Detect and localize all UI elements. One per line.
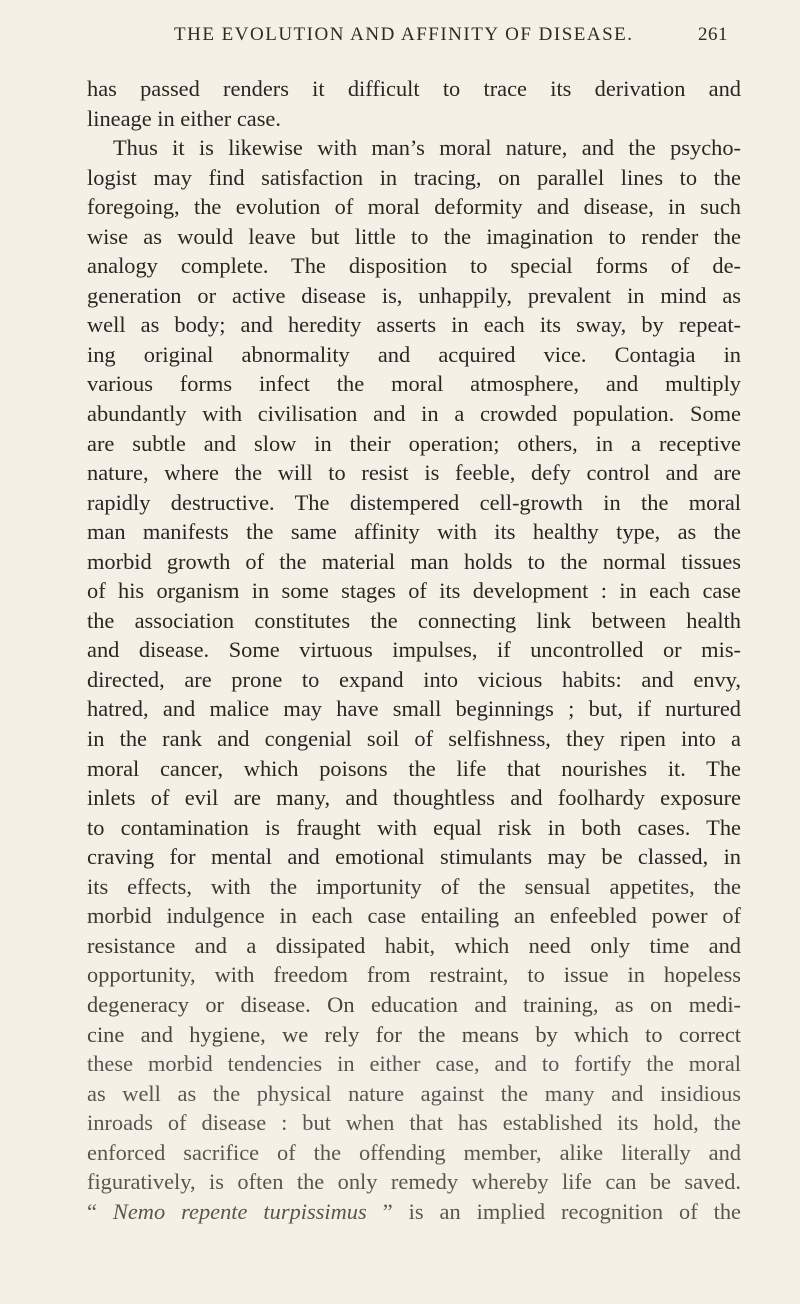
text-line: morbid indulgence in each case entailing an enfeebled power of xyxy=(87,903,741,929)
text-line: these morbid tendencies in either case, and to fortify the moral xyxy=(87,1051,741,1077)
text-line: degeneracy or disease. On education and training, as on medi- xyxy=(87,991,741,1017)
text-line: in the rank and congenial soil of selfishness, they ripen into a xyxy=(87,726,741,752)
text-line: craving for mental and emotional stimulants may be classed, in xyxy=(87,844,741,870)
text-line: are subtle and slow in their operation; others, in a receptive xyxy=(87,430,741,456)
text-line: “ Nemo repente turpissimus ” is an implied recognition of the xyxy=(87,1198,741,1224)
text-line: as well as the physical nature against the many and insidious xyxy=(87,1080,741,1106)
text-line: morbid growth of the material man holds to the normal tissues xyxy=(87,548,741,574)
text-line: abundantly with civilisation and in a crowded population. Some xyxy=(87,401,741,427)
text-line: well as body; and heredity asserts in each its sway, by repeat- xyxy=(87,312,741,338)
text-line: man manifests the same affinity with its healthy type, as the xyxy=(87,519,741,545)
text-line: the association constitutes the connecting link between health xyxy=(87,607,741,633)
text-line: enforced sacrifice of the offending member, alike literally and xyxy=(87,1139,741,1165)
text-line: rapidly destructive. The distempered cell-growth in the moral xyxy=(87,489,741,515)
text-line: opportunity, with freedom from restraint, to issue in hopeless xyxy=(87,962,741,988)
text-line: wise as would leave but little to the imagination to render the xyxy=(87,223,741,249)
text-line: moral cancer, which poisons the life that nourishes it. The xyxy=(87,755,741,781)
text-line: inlets of evil are many, and thoughtless and foolhardy exposure xyxy=(87,785,741,811)
text-line: inroads of disease : but when that has established its hold, the xyxy=(87,1110,741,1136)
page-number: 261 xyxy=(698,24,728,45)
text-line: figuratively, is often the only remedy whereby life can be saved. xyxy=(87,1169,741,1195)
text-line: directed, are prone to expand into vicious habits: and envy, xyxy=(87,666,741,692)
running-head-title: THE EVOLUTION AND AFFINITY OF DISEASE. xyxy=(174,24,634,45)
text-line: of his organism in some stages of its development : in each case xyxy=(87,578,741,604)
text-line: to contamination is fraught with equal risk in both cases. The xyxy=(87,814,741,840)
text-line: ing original abnormality and acquired vice. Contagia in xyxy=(87,341,741,367)
text-line: nature, where the will to resist is feeble, defy control and are xyxy=(87,460,741,486)
text-line: logist may find satisfaction in tracing, on parallel lines to the xyxy=(87,164,741,190)
text-line: lineage in either case. xyxy=(87,105,281,131)
text-line: generation or active disease is, unhappily, prevalent in mind as xyxy=(87,282,741,308)
text-line: foregoing, the evolution of moral deformity and disease, in such xyxy=(87,194,741,220)
text-line: analogy complete. The disposition to special forms of de- xyxy=(87,253,741,279)
text-line: cine and hygiene, we rely for the means by which to correct xyxy=(87,1021,741,1047)
latin-phrase: Nemo repente turpissimus xyxy=(112,1198,367,1224)
text-line: hatred, and malice may have small beginnings ; but, if nurtured xyxy=(87,696,741,722)
text-line: Thus it is likewise with man’s moral nature, and the psycho- xyxy=(113,135,741,161)
text-line: and disease. Some virtuous impulses, if uncontrolled or mis- xyxy=(87,637,741,663)
body-text xyxy=(87,74,741,1226)
text-line: has passed renders it difficult to trace its derivation and xyxy=(87,76,741,101)
running-head xyxy=(90,24,728,50)
text-line: various forms infect the moral atmosphere, and multiply xyxy=(87,371,741,397)
text-line: its effects, with the importunity of the sensual appetites, the xyxy=(87,873,741,899)
text-line: resistance and a dissipated habit, which need only time and xyxy=(87,932,741,958)
